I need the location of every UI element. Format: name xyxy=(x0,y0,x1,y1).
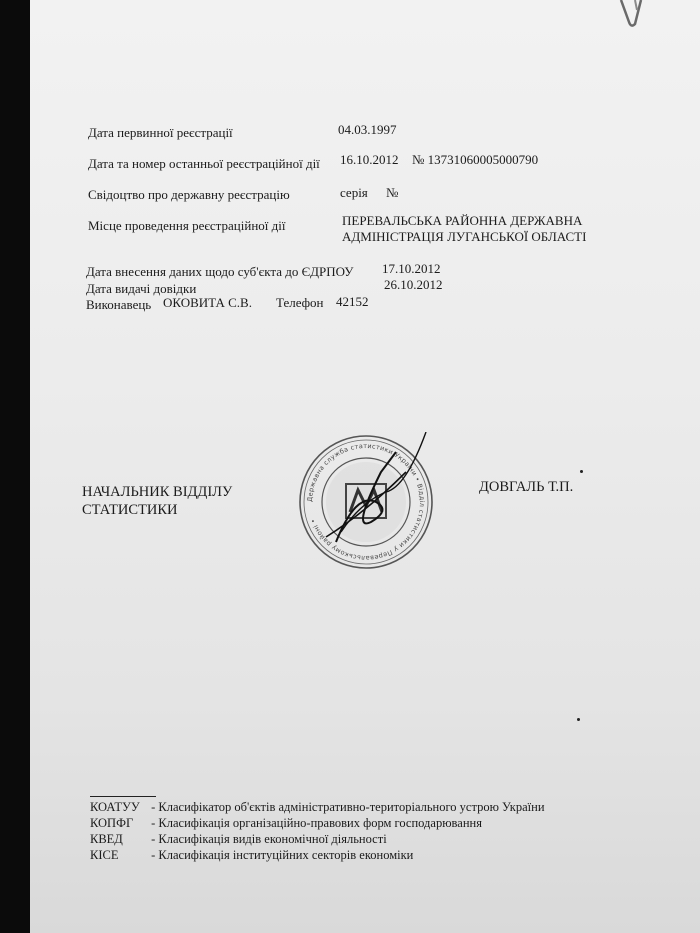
ink-speck xyxy=(580,470,583,473)
last-action-label: Дата та номер останньої реєстраційної дії xyxy=(88,156,320,171)
footnote-row xyxy=(90,816,482,831)
last-action-date: 16.10.2012 xyxy=(340,152,399,167)
footnote-row xyxy=(90,800,545,815)
first-registration-date: 04.03.1997 xyxy=(338,122,397,137)
footnote-text: - Класифікація видів економічної діяльності xyxy=(151,832,387,846)
official-seal-icon xyxy=(296,432,436,572)
edrpou-entry-date: 17.10.2012 xyxy=(382,261,441,276)
footnote-abbr: КОПФГ xyxy=(90,816,134,830)
footnote-text: - Класифікація організаційно-правових форм господарювання xyxy=(151,816,482,830)
footnote-abbr: КВЕД xyxy=(90,832,123,846)
executor-label: Виконавець xyxy=(86,297,152,312)
svg-text:Державна служба статистики Укр: Державна служба статистики України • Відділ статистики у Перевальському районі • xyxy=(305,441,427,563)
paper-clip-icon xyxy=(615,0,655,30)
footnote-row xyxy=(90,848,413,863)
position-line-2: СТАТИСТИКИ xyxy=(82,502,178,518)
ink-speck-2 xyxy=(577,718,580,721)
certificate-series: серія xyxy=(340,185,368,200)
first-registration-label: Дата первинної реєстрації xyxy=(88,125,233,140)
place-line-1: ПЕРЕВАЛЬСЬКА РАЙОННА ДЕРЖАВНА xyxy=(342,213,583,228)
place-line-2: АДМІНІСТРАЦІЯ ЛУГАНСЬКОЇ ОБЛАСТІ xyxy=(342,229,587,244)
footnote-row xyxy=(90,832,387,847)
phone-label: Телефон xyxy=(276,295,324,310)
place-label: Місце проведення реєстраційної дії xyxy=(88,218,286,233)
phone-value: 42152 xyxy=(336,294,369,309)
executor-name: ОКОВИТА С.В. xyxy=(163,295,252,310)
signatory-name: ДОВГАЛЬ Т.П. xyxy=(479,479,574,495)
position-line-1: НАЧАЛЬНИК ВІДДІЛУ xyxy=(82,484,233,500)
certificate-label: Свідоцтво про державну реєстрацію xyxy=(88,187,290,202)
edrpou-entry-label: Дата внесення даних щодо суб'єкта до ЄДРПОУ xyxy=(86,264,354,279)
footnote-text: - Класифікація інституційних секторів економіки xyxy=(151,848,414,862)
footnote-rule xyxy=(90,796,156,797)
footnote-abbr: КІСЕ xyxy=(90,848,119,862)
footnote-abbr: КОАТУУ xyxy=(90,800,140,814)
footnote-text: - Класифікатор об'єктів адміністративно-територіального устрою України xyxy=(151,800,545,814)
issue-date-value: 26.10.2012 xyxy=(384,277,443,292)
last-action-number: № 13731060005000790 xyxy=(412,152,539,167)
certificate-number-sign: № xyxy=(386,185,399,200)
issue-date-label: Дата видачі довідки xyxy=(86,281,197,296)
